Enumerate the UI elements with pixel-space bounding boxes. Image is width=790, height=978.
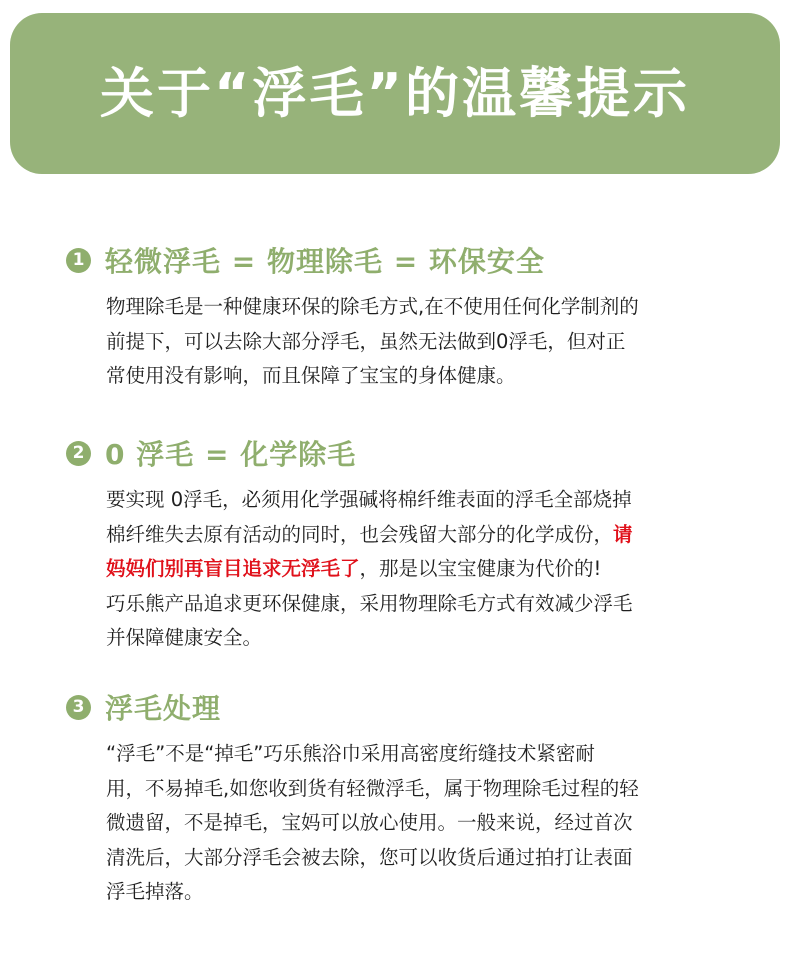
section-header [66,687,716,727]
section-body [106,483,706,656]
body-line: 前提下，可以去除大部分浮毛，虽然无法做到0浮毛，但对正 [106,329,626,353]
section-chemical-removal [66,433,716,656]
body-line: 物理除毛是一种健康环保的除毛方式,在不使用任何化学制剂的 [106,295,639,318]
body-line: 浮毛掉落。 [106,880,204,903]
warning-text: 妈妈们别再盲目追求无浮毛了 [106,557,360,580]
body-line: 常使用没有影响，而且保障了宝宝的身体健康。 [106,364,516,387]
body-line: 巧乐熊产品追求更环保健康，采用物理除毛方式有效减少浮毛 [106,591,633,615]
body-line: 用，不易掉毛,如您收到货有轻微浮毛，属于物理除毛过程的轻 [106,776,639,800]
body-line: 棉纤维失去原有活动的同时，也会残留大部分的化学成份， [106,522,614,546]
body-line: “浮毛”不是“掉毛”巧乐熊浴巾采用高密度绗缝技术紧密耐 [106,742,595,765]
title-banner [10,13,780,174]
body-line: 微遗留，不是掉毛，宝妈可以放心使用。一般来说，经过首次 [106,811,633,834]
number-badge: 2 [66,441,91,466]
page-title: 关于“浮毛”的温馨提示 [100,61,690,125]
warning-text: 请 [613,522,633,546]
section-title: 0 浮毛 = 化学除毛 [105,438,357,471]
number-badge: 3 [66,695,91,720]
section-lint-handling [66,687,716,910]
body-line: 并保障健康安全。 [106,626,263,649]
section-physical-removal [66,240,716,394]
section-title: 浮毛处理 [105,692,222,725]
section-body [106,737,706,910]
body-line: 清洗后，大部分浮毛会被去除，您可以收货后通过拍打让表面 [106,845,633,869]
section-title: 轻微浮毛 = 物理除毛 = 环保安全 [105,245,545,278]
section-header [66,240,716,280]
section-header [66,433,716,473]
body-line: 要实现 0浮毛，必须用化学强碱将棉纤维表面的浮毛全部烧掉 [106,488,632,511]
number-badge: 1 [66,248,91,273]
body-line: ，那是以宝宝健康为代价的! [359,557,602,580]
section-body [106,290,706,394]
